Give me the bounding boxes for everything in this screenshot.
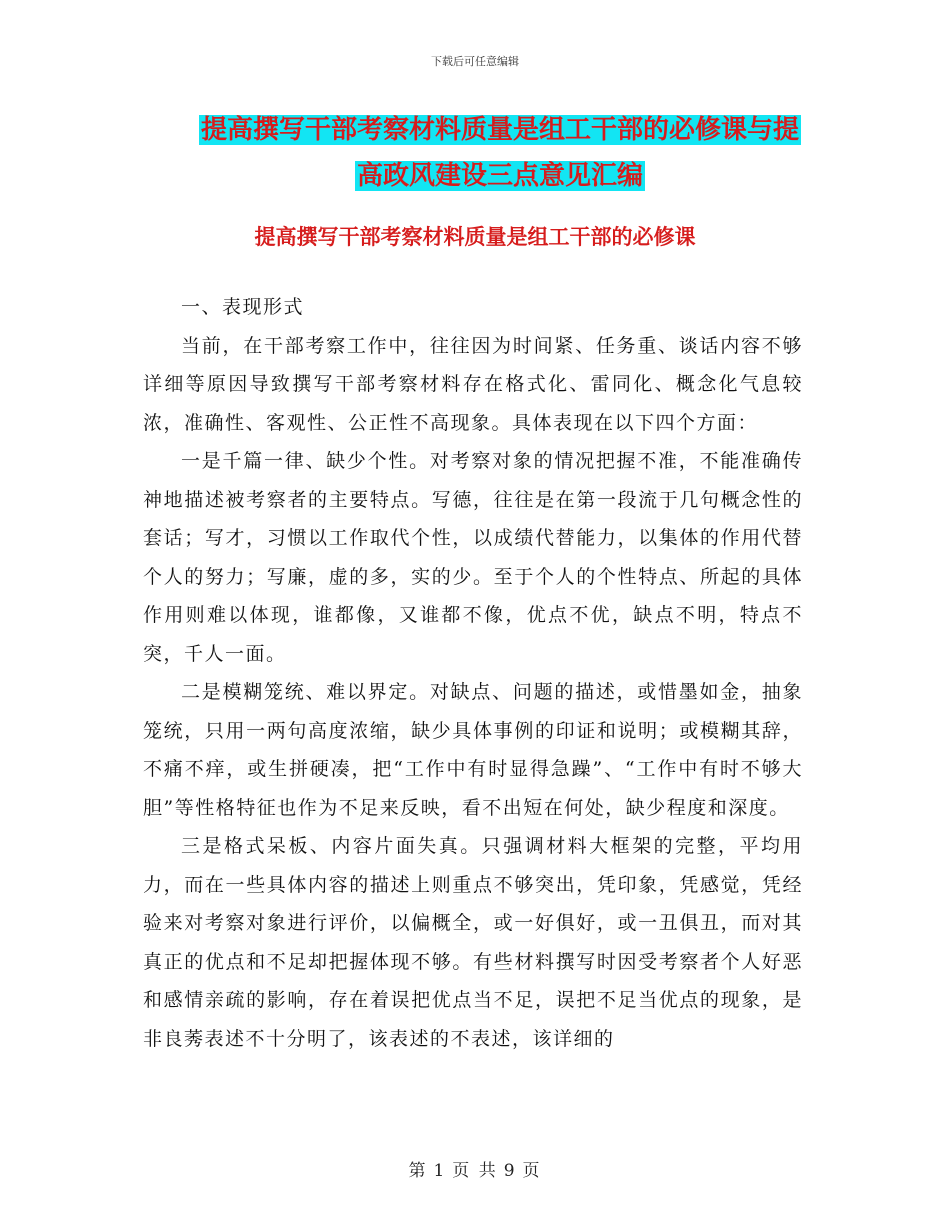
page-footer: [0, 1156, 950, 1181]
title-line-1: 提高撰写干部考察材料质量是组工干部的必修课与提: [200, 115, 799, 145]
page-mid: 页 共: [452, 1161, 498, 1181]
title-line-2: 高政风建设三点意见汇编: [356, 161, 643, 191]
paragraph-point-3: 三是格式呆板、内容片面失真。只强调材料大框架的完整，平均用力，而在一些具体内容的描述上则重点不够突出，凭印象，凭感觉，凭经验来对考察对象进行评价，以偏概全，或一好俱好，或一丑俱丑，而对其真正的优点和不足却把握体现不够。有些材料撰写时因受考察者个人好恶和感情亲疏的影响，存在着误把优点当不足，误把不足当优点的现象，是非良莠表述不十分明了，该表述的不表述，该详细的: [143, 835, 803, 1050]
paragraph-point-1: 一是千篇一律、缺少个性。对考察对象的情况把握不准，不能准确传神地描述被考察者的主要特点。写德，往往是在第一段流于几句概念性的套话；写才，习惯以工作取代个性，以成绩代替能力，以集体的作用代替个人的努力；写廉，虚的多，实的少。至于个人的个性特点、所起的具体作用则难以体现，谁都像，又谁都不像，优点不优，缺点不明，特点不突，千人一面。: [143, 450, 803, 665]
section-subtitle: 提高撰写干部考察材料质量是组工干部的必修课: [254, 225, 696, 249]
paragraph-intro: 当前，在干部考察工作中，往往因为时间紧、任务重、谈话内容不够详细等原因导致撰写干部考察材料存在格式化、雷同化、概念化气息较浓，准确性、客观性、公正性不高现象。具体表现在以下四个方面：: [143, 334, 803, 434]
page-prefix: 第: [408, 1161, 428, 1181]
page-suffix: 页: [522, 1161, 542, 1181]
section-heading: 一、表现形式: [181, 296, 305, 318]
page-current-number: 1: [433, 1161, 447, 1181]
document-title: [160, 107, 840, 199]
page-total-number: 9: [503, 1161, 517, 1181]
document-body: [143, 288, 803, 1058]
paragraph-point-2: 二是模糊笼统、难以界定。对缺点、问题的描述，或惜墨如金，抽象笼统，只用一两句高度浓缩，缺少具体事例的印证和说明；或模糊其辞，不痛不痒，或生拼硬凑，把“工作中有时显得急躁”、“工作中有时不够大胆”等性格特征也作为不足来反映，看不出短在何处，缺少程度和深度。: [143, 681, 803, 819]
header-note: 下载后可任意编辑: [431, 55, 519, 68]
